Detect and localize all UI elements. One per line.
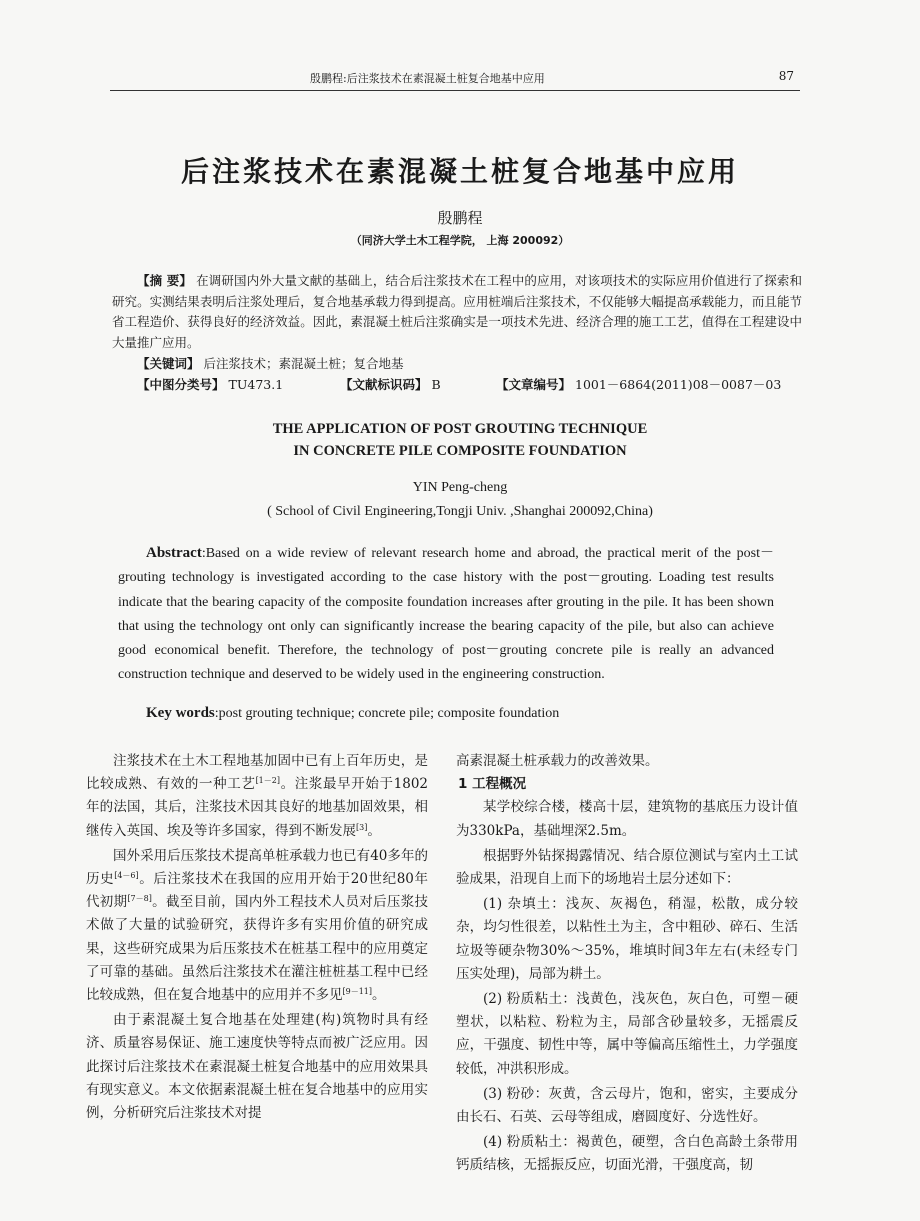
chinese-keywords-text: 后注浆技术；素混凝土桩；复合地基: [203, 356, 404, 371]
paragraph: 高素混凝土桩承载力的改善效果。: [456, 753, 659, 769]
paragraph: (1) 杂填土：浅灰、灰褐色，稍湿，松散，成分较杂，均匀性很差，以粘性土为主，含中粗砂、碎石、生活垃圾等硬杂物30%～35%，堆填时间3年左右(未经专门压实处理)，局部为耕土。: [456, 896, 798, 982]
english-title: [0, 418, 920, 462]
citation: [3]: [356, 822, 368, 832]
paragraph: (2) 粉质粘土：浅黄色，浅灰色，灰白色，可塑－硬塑状，以粘粒、粉粒为主，局部含砂量较多，无摇震反应，干强度、韧性中等，属中等偏高压缩性土，力学强度较低，冲洪积形成。: [456, 991, 798, 1077]
paragraph: 国外采用后压浆技术提高单桩承载力也已有40多年的历史[4－6]。后注浆技术在我国的应用开始于20世纪80年代初期[7－8]。截至目前，国内外工程技术人员对后压浆技术做了大量的试验研究，获得许多有实用价值的研究成果，这些研究成果为后压浆技术在桩基工程中的应用奠定了可靠的基础。虽然后注浆技术在灌注桩桩基工程中已经比较成熟，但在复合地基中的应用并不多见[9－11]。: [86, 847, 429, 1004]
doc-code-value: B: [431, 377, 441, 392]
english-title-line-1: THE APPLICATION OF POST GROUTING TECHNIQUE: [272, 421, 648, 437]
clc-label: 【中图分类号】: [137, 377, 225, 392]
clc-value: TU473.1: [228, 377, 284, 392]
paragraph: 根据野外钻探揭露情况、结合原位测试与室内土工试验成果，沿现自上而下的场地岩土层分述如下：: [456, 847, 798, 888]
english-abstract-label: Abstract: [146, 545, 202, 561]
english-keywords: [146, 705, 559, 722]
section-heading: 1 工程概况: [458, 776, 527, 793]
page-number: 87: [778, 69, 794, 83]
body-column-left: [86, 750, 428, 1125]
paragraph: (4) 粉质粘土：褐黄色，硬塑，含白色高龄土条带用钙质结核，无摇振反应，切面光滑，干强度高，韧: [456, 1134, 798, 1174]
chinese-abstract-label: 【摘 要】: [137, 273, 192, 288]
chinese-author: 殷鹏程: [437, 209, 483, 227]
citation: [9－11]: [342, 987, 373, 997]
english-abstract-text: :Based on a wide review of relevant research home and abroad, the practical merit of the post－grouting technology is investigated according to the case history with the post－grouting. Loading test results indicate that the bearing capacity of the composite foundation increases after grouting in the pile. It has been shown that using the technology ont only can significantly increase the bearing capacity of the pile, but also can achieve good economical benefit. Therefore, the technology of post－grouting concrete pile is really an advanced construction technique and deserved to be widely used in the engineering construction.: [118, 546, 774, 683]
english-keywords-text: :post grouting technique; concrete pile; composite foundation: [214, 706, 560, 721]
chinese-keywords: [137, 354, 404, 372]
chinese-abstract-text: 在调研国内外大量文献的基础上，结合后注浆技术在工程中的应用，对该项技术的实际应用价值进行了探索和研究。实测结果表明后注浆处理后，复合地基承载力得到提高。应用桩端后注浆技术，不仅能够大幅提高承载能力，而且能节省工程造价、获得良好的经济效益。因此，素混凝土桩后注浆确实是一项技术先进、经济合理的施工工艺，值得在工程建设中大量推广应用。: [112, 273, 802, 350]
citation: [4－6]: [114, 871, 139, 881]
running-header: [110, 68, 800, 91]
doc-code-label: 【文献标识码】: [340, 377, 428, 392]
article-no-label: 【文章编号】: [496, 377, 572, 392]
body-column-right: [456, 750, 798, 1178]
english-abstract: [118, 541, 774, 688]
chinese-title: 后注浆技术在素混凝土桩复合地基中应用: [180, 155, 739, 188]
english-keywords-label: Key words: [146, 705, 215, 721]
paragraph: 注浆技术在土木工程地基加固中已有上百年历史，是比较成熟、有效的一种工艺[1－2]。注浆最早开始于1802年的法国，其后，注浆技术因其良好的地基加固效果，相继传入英国、埃及等许多国家，得到不断发展[3]。: [86, 753, 429, 839]
chinese-keywords-label: 【关键词】: [137, 356, 200, 371]
english-title-line-2: IN CONCRETE PILE COMPOSITE FOUNDATION: [293, 443, 627, 459]
english-author: YIN Peng-cheng: [412, 480, 508, 495]
clc-field: [137, 375, 283, 393]
chinese-affiliation: （同济大学土木工程学院， 上海 200092）: [350, 234, 570, 247]
article-no-value: 1001－6864(2011)08－0087－03: [575, 377, 782, 392]
paragraph: 某学校综合楼，楼高十层，建筑物的基底压力设计值为330kPa，基础埋深2.5m。: [456, 799, 798, 839]
doc-code-field: [340, 375, 441, 393]
paragraph: 由于素混凝土复合地基在处理建(构)筑物时具有经济、质量容易保证、施工速度快等特点而被广泛应用。因此探讨后注浆技术在素混凝土桩复合地基中的应用效果具有现实意义。本文依据素混凝土桩在复合地基中的应用实例，分析研究后注浆技术对提: [86, 1012, 428, 1122]
english-affiliation: ( School of Civil Engineering,Tongji Univ. ,Shanghai 200092,China): [267, 504, 653, 519]
citation: [1－2]: [255, 776, 280, 786]
running-title: 殷鹏程:后注浆技术在素混凝土桩复合地基中应用: [310, 72, 545, 85]
chinese-abstract: [112, 271, 802, 353]
citation: [7－8]: [127, 894, 152, 904]
article-no-field: [496, 375, 781, 393]
paragraph: (3) 粉砂：灰黄，含云母片，饱和，密实，主要成分由长石、石英、云母等组成，磨圆度好、分选性好。: [456, 1085, 798, 1126]
